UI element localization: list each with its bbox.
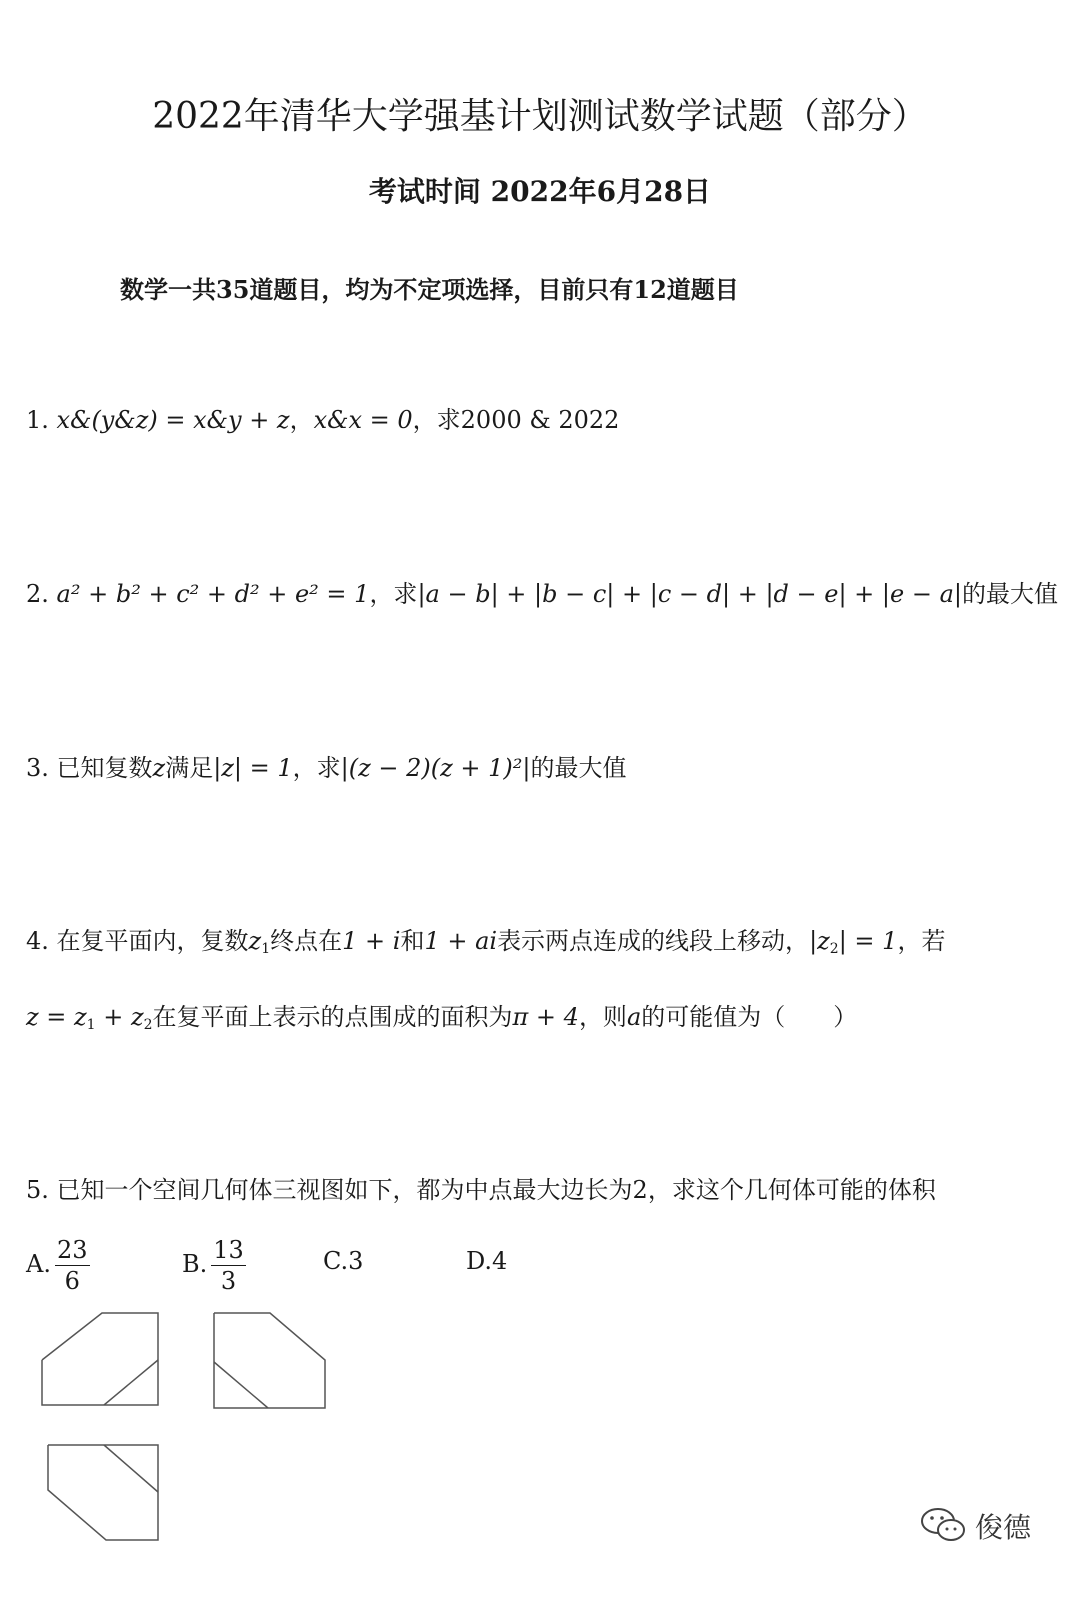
- numerator: 13: [213, 1236, 244, 1264]
- math-variable: a: [626, 1003, 642, 1031]
- option-label: B.: [182, 1250, 208, 1278]
- question-text: ，求: [292, 754, 341, 782]
- math-expression: z = z: [26, 1003, 87, 1031]
- math-variable: z: [152, 754, 166, 782]
- top-view-inner-line: [104, 1445, 158, 1492]
- subscript: 2: [143, 1017, 153, 1033]
- math-expression: | = 1: [838, 927, 898, 955]
- numerator: 23: [56, 1236, 88, 1264]
- denominator: 6: [64, 1267, 80, 1295]
- question-text: 满足: [165, 754, 214, 782]
- page-title: 2022年清华大学强基计划测试数学试题（部分）: [152, 96, 928, 137]
- front-view-outline: [42, 1313, 158, 1405]
- question-text: ，求2000 & 2022: [412, 406, 620, 434]
- option-c: C.3: [323, 1247, 364, 1275]
- math-expression: x&x = 0: [313, 406, 413, 434]
- question-text: ，求: [369, 580, 418, 608]
- math-expression: a² + b² + c² + d² + e² = 1: [56, 580, 370, 608]
- math-expression: |a − b| + |b − c| + |c − d| + |d − e| + |e − a|: [417, 580, 962, 608]
- side-view-inner-line: [214, 1362, 268, 1408]
- top-view-outline: [48, 1445, 158, 1540]
- question-text: 的最大值: [961, 580, 1058, 608]
- side-view-outline: [214, 1313, 325, 1408]
- question-text: 在复平面上表示的点围成的面积为: [152, 1003, 513, 1031]
- subscript: 1: [86, 1017, 96, 1033]
- question-text: 已知一个空间几何体三视图如下，都为中点最大边长为2，求这个几何体可能的体积: [56, 1176, 936, 1204]
- math-expression: π + 4: [512, 1003, 579, 1031]
- math-expression: 1 + i: [342, 927, 401, 955]
- question-number: 3.: [26, 754, 49, 782]
- wechat-icon: [918, 1505, 970, 1545]
- math-expression: |z: [809, 927, 830, 955]
- question-text: 的最大值: [530, 754, 627, 782]
- math-expression: + z: [95, 1003, 144, 1031]
- math-expression: 1 + ai: [424, 927, 498, 955]
- question-number: 4.: [26, 927, 49, 955]
- option-d: D.4: [466, 1247, 508, 1275]
- watermark-text: 俊德: [975, 1511, 1032, 1544]
- question-text: 已知复数: [56, 754, 153, 782]
- denominator: 3: [220, 1267, 237, 1295]
- separator: ，: [289, 406, 314, 434]
- exam-note: 数学一共35道题目，均为不定项选择，目前只有12道题目: [120, 275, 739, 304]
- question-number: 2.: [26, 580, 49, 608]
- question-text: 表示两点连成的线段上移动，: [497, 927, 810, 955]
- question-number: 1.: [26, 406, 49, 434]
- question-text: 终点在: [270, 927, 343, 955]
- subscript: 2: [829, 941, 839, 957]
- math-expression: |(z − 2)(z + 1)²|: [340, 754, 531, 782]
- question-text: 的可能值为（ ）: [641, 1003, 858, 1031]
- math-expression: x&(y&z) = x&y + z: [56, 406, 290, 434]
- exam-time: 考试时间 2022年6月28日: [368, 175, 712, 208]
- subscript: 1: [261, 941, 271, 957]
- math-variable: z: [248, 927, 262, 955]
- question-text: 和: [400, 927, 425, 955]
- front-view-inner-line: [104, 1360, 158, 1405]
- question-text: ，则: [578, 1003, 627, 1031]
- question-text: ，若: [897, 927, 946, 955]
- math-expression: |z| = 1: [213, 754, 293, 782]
- question-text: 在复平面内，复数: [56, 927, 249, 955]
- option-label: A.: [26, 1250, 51, 1278]
- question-number: 5.: [26, 1176, 49, 1204]
